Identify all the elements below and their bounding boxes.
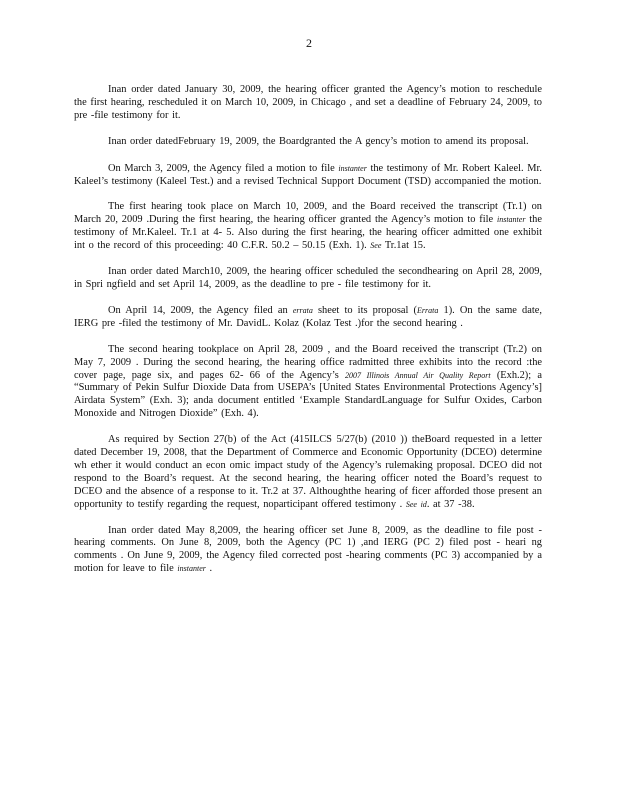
paragraph-text: The second hearing tookplace on April 28, 2009 , and the Board received the transcript (Tr.2) on May 7, 2009 . During the second hearing, the hearing office radmitted three exhibits into the record :the cover page, page six, and pages 62- 66 of the Agency’s (74, 343, 542, 381)
paragraph-text: the testimony of Mr.Kaleel. Tr.1 at 4- 5. Also during the first hearing, the hearing officer admitted one exhibit int o the record of this proceeding: 40 C.F.R. 50.2 – 50.15 (Exh. 1). (74, 214, 542, 252)
paragraph-text: Tr.1at 15. (384, 240, 426, 252)
paragraph-text: the testimony of Mr. Robert Kaleel. Mr. Kaleel’s testimony (Kaleel Test.) and a revised Technical Support Document (TSD) accompanied the motion. (74, 162, 542, 187)
italic-term: instanter (177, 564, 206, 574)
paragraph-first-hearing-rescheduled: Inan order dated January 30, 2009, the hearing officer granted the Agency’s motion to reschedule the first hearing, rescheduled it on March 10, 2009, in Chicago , and set a deadline of February 24, 2009, to pre -file testimony for it. (74, 84, 542, 121)
citation-id: id (420, 499, 427, 509)
italic-term: instanter (496, 215, 526, 225)
paragraph-text: . (209, 563, 213, 575)
italic-term: errata (292, 305, 313, 315)
paragraph-text: (Exh.2); a “Summary of Pekin Sulfur Dioxide Data from USEPA’s [United States Environmental Protections Agency’s] Airdata System” (Exh. 3); anda document entitled ‘Example StandardLanguage for Sulfur Oxides, Carbon Monoxide and Nitrogen Dioxide” (Exh. 4). (74, 369, 542, 420)
citation-signal: See (405, 499, 417, 509)
page-number: 2 (306, 36, 312, 50)
paragraph-errata-sheet (74, 305, 542, 331)
paragraph-second-hearing (74, 344, 542, 421)
italic-term: Errata (417, 305, 439, 315)
paragraph-text: 1). On the same date, IERG pre -filed the testimony of Mr. DavidL. Kolaz (Kolaz Test .)for the second hearing . (74, 304, 542, 329)
paragraph-dceo-request (74, 434, 542, 511)
paragraph-text: sheet to its proposal ( (317, 304, 418, 316)
italic-term: instanter (338, 163, 367, 173)
paragraph-kaleel-motion (74, 163, 542, 189)
paragraph-text: As required by Section 27(b) of the Act (415ILCS 5/27(b) (2010 )) theBoard requested in a letter dated December 19, 2008, that the Department of Commerce and Economic Opportunity (DCEO) determine wh ether it would conduct an econ omic impact study of the Agency’s rulemaking proposal. DCEO did not respond to the Board’s request. At the second hearing, the hearing officer noted the Board’s request to DCEO and the absence of a response to it. Tr.2 at 37. Althoughthe hearing of ficer afforded those present an opportunity to testify regarding the request, noparticipant offered testimony . (74, 434, 542, 510)
paragraph-amend-proposal: Inan order datedFebruary 19, 2009, the Boardgranted the A gency’s motion to amend its proposal. (108, 135, 529, 147)
paragraph-first-hearing (74, 201, 542, 253)
paragraph-post-hearing-comments (74, 525, 542, 577)
paragraph-text: On March 3, 2009, the Agency filed a motion to file (108, 162, 335, 174)
paragraph-text: On April 14, 2009, the Agency filed an (108, 304, 288, 316)
paragraph-second-hearing-scheduled: Inan order dated March10, 2009, the hearing officer scheduled the secondhearing on April 28, 2009, in Spri ngfield and set April 14, 2009, as the deadline to pre - file testimony for it. (74, 266, 542, 290)
paragraph-text: Inan order dated May 8,2009, the hearing officer set June 8, 2009, as the deadline to file post -hearing comments. On June 8, 2009, both the Agency (PC 1) ,and IERG (PC 2) filed post - heari ng comments . On June 9, 2009, the Agency filed corrected post -hearing comments (PC 3) accompanied by a motion for leave to file (74, 524, 542, 575)
paragraph-text: The first hearing took place on March 10, 2009, and the Board received the transcript (Tr.1) on March 20, 2009 .During the first hearing, the hearing officer granted the Agency’s motion to file (74, 201, 542, 226)
document-body (74, 84, 542, 589)
citation-signal: See (370, 241, 382, 251)
paragraph-text: . at 37 -38. (426, 498, 475, 510)
italic-report-title: 2007 Illinois Annual Air Quality Report (344, 370, 491, 380)
